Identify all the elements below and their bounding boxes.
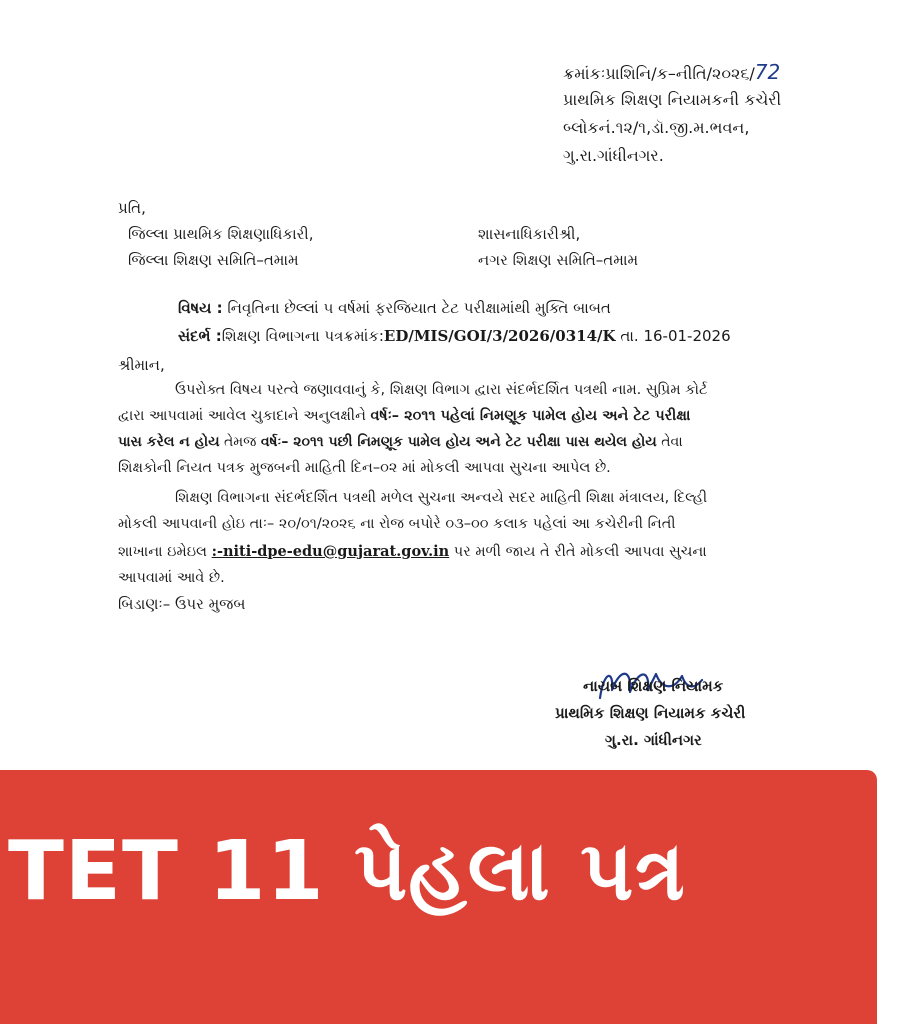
caption-banner — [0, 770, 877, 1024]
office-city: ગુ.રા.ગાંધીનગર. — [563, 146, 664, 165]
p1-l3-bold-c: વર્ષઃ– ૨૦૧૧ પછી નિમણૂક પામેલ હોય અને ટેટ પરીક્ષા પાસ થયેલ હોય — [260, 434, 657, 450]
reference-code: ED/MIS/GOI/3/2026/0314/K — [383, 327, 616, 345]
p2-l3-rest: પર મળી જાય તે રીતે મોકલી આપવા સુચના — [449, 544, 707, 560]
paragraph-1-line-1: ઉપરોક્ત વિષય પરત્વે જણાવવાનું કે, શિક્ષણ વિભાગ દ્વારા સંદર્ભદર્શિત પત્રથી નામ. સુપ્રિમ કોર્ટ — [175, 382, 708, 398]
p1-l3-normal-d: તેવા — [656, 434, 683, 450]
subject-text: નિવૃતિના છેલ્લાં ૫ વર્ષમાં ફરજિયાત ટેટ પરીક્ષામાંથી મુક્તિ બાબત — [222, 299, 611, 317]
paragraph-2-line-2: મોકલી આપવાની હોઇ તાઃ– ૨૦/૦૧/૨૦૨૬ ના રોજ બપોરે ૦૩–૦૦ કલાક પહેલાં આ કચેરીની નિતી — [118, 516, 676, 532]
recipient-district-officer: જિલ્લા પ્રાથમિક શિક્ષણાધિકારી, — [128, 225, 314, 243]
recipient-district-committee: જિલ્લા શિક્ષણ સમિતિ–તમામ — [128, 251, 299, 269]
office-address: બ્લોકનં.૧૨/૧,ડૉ.જી.મ.ભવન, — [563, 118, 750, 137]
to-label: પ્રતિ, — [118, 199, 146, 217]
reference-number-text: ક્રમાંકઃપ્રાશિનિ/ક–નીતિ/૨૦૨૬/ — [563, 64, 755, 83]
salutation: શ્રીમાન, — [118, 356, 165, 374]
paragraph-1-line-2 — [118, 406, 690, 426]
email-link[interactable]: :-niti-dpe-edu@gujarat.gov.in — [211, 543, 450, 560]
paragraph-2-line-3 — [118, 542, 707, 562]
p1-l3-normal-b: તેમજ — [219, 434, 261, 450]
enclosure: બિડાણઃ– ઉપર મુજબ — [118, 595, 246, 613]
reference-text: શિક્ષણ વિભાગના પત્રક્રમાંક: — [221, 327, 384, 345]
recipient-administrator: શાસનાધિકારીશ્રી, — [478, 225, 581, 243]
subject-line — [178, 298, 611, 318]
handwritten-ref-number: 72 — [754, 60, 781, 84]
reference-line — [178, 326, 731, 346]
p1-l2-bold: વર્ષઃ– ૨૦૧૧ પહેલાં નિમણૂક પામેલ હોય અને ટેટ પરીક્ષા — [370, 408, 691, 424]
signatory-city: ગુ.રા. ગાંધીનગર — [605, 731, 702, 749]
paragraph-1-line-3 — [118, 432, 683, 452]
paragraph-2-line-1: શિક્ષણ વિભાગના સંદર્ભદર્શિત પત્રથી મળેલ સુચના અન્વયે સદર માહિતી શિક્ષા મંત્રાલય, દિલ્હી — [175, 490, 708, 506]
subject-label: વિષય : — [178, 299, 223, 317]
p1-l2-normal: દ્વારા આપવામાં આવેલ ચુકાદાને અનુલક્ષીને — [118, 408, 371, 424]
signatory-office: પ્રાથમિક શિક્ષણ નિયામક કચેરી — [555, 704, 746, 722]
reference-label: સંદર્ભ : — [178, 327, 222, 345]
reference-number — [563, 62, 780, 84]
banner-title: TET 11 પેહલા પત્ર — [8, 824, 686, 919]
p1-l3-bold-a: પાસ કરેલ ન હોય — [118, 434, 220, 450]
paragraph-1-line-4: શિક્ષકોની નિયત પત્રક મુજબની માહિતી દિન–૦૨ માં મોકલી આપવા સુચના આપેલ છે. — [118, 460, 611, 476]
paragraph-2-line-4: આપવામાં આવે છે. — [118, 570, 225, 586]
recipient-city-committee: નગર શિક્ષણ સમિતિ–તમામ — [478, 251, 639, 269]
signatory-title: નાયબ શિક્ષણ નિયામક — [583, 677, 724, 695]
reference-date: તા. 16-01-2026 — [615, 327, 731, 345]
office-name: પ્રાથમિક શિક્ષણ નિયામકની કચેરી — [563, 90, 782, 109]
p2-l3-text: શાખાના ઇમેઇલ — [118, 544, 212, 560]
